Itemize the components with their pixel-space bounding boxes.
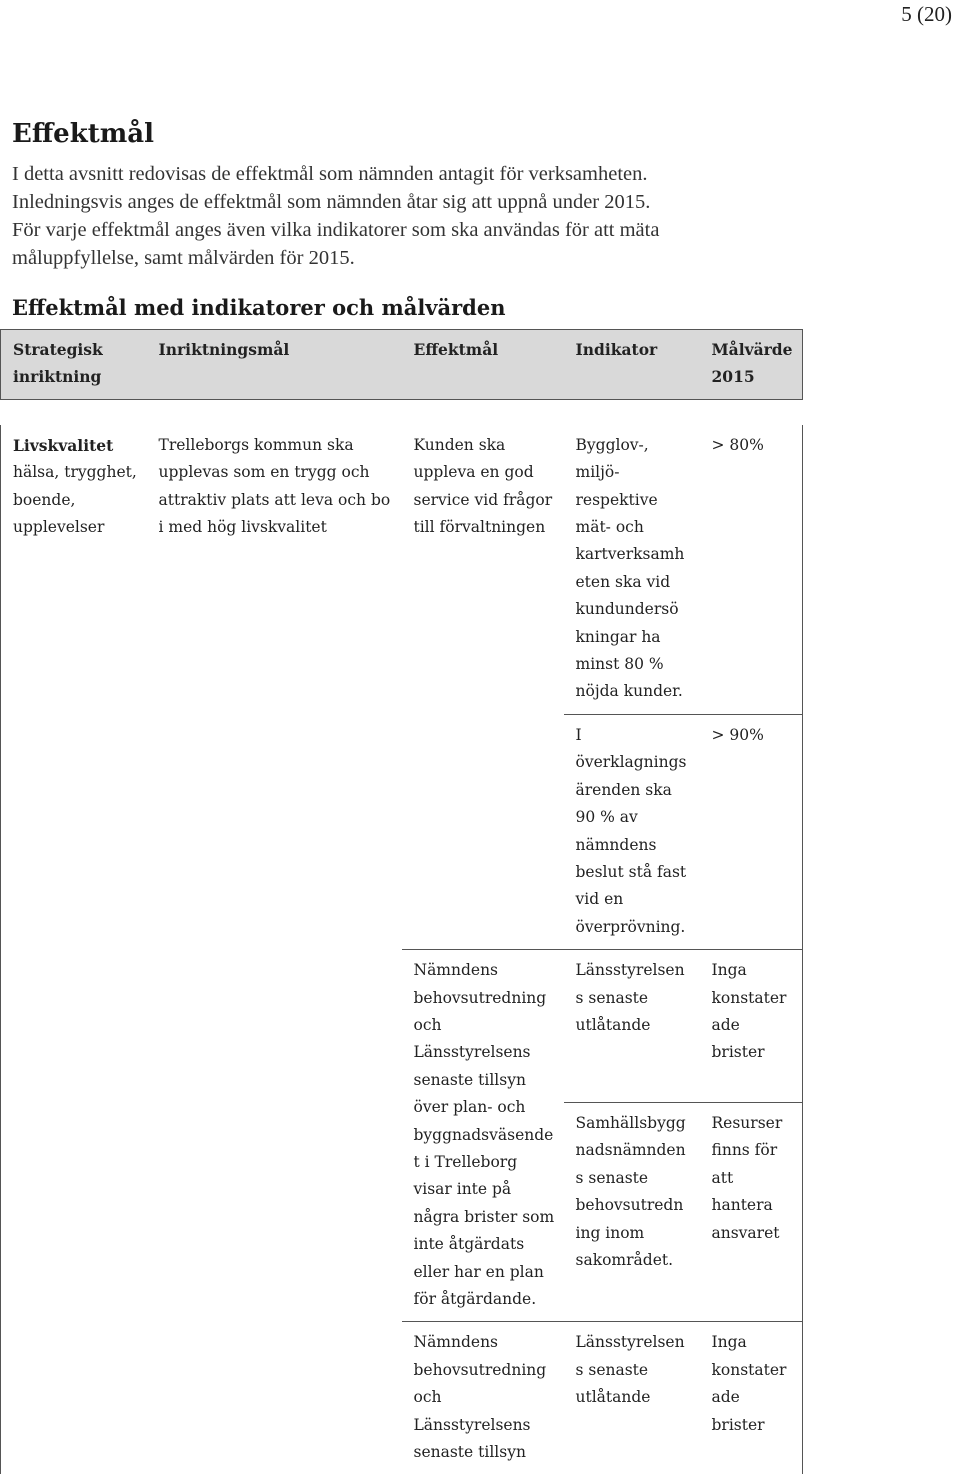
table-header-row <box>1 330 803 400</box>
effect-goal-cell: Kunden ska uppleva en god service vid frågor till förvaltningen <box>402 425 564 950</box>
indicator-cell: Bygglov-, miljö- respektive mät- och kartverksamh eten ska vid kundundersö kningar ha minst 80 % nöjda kunder. <box>564 425 700 715</box>
target-cell: Resurser finns för att hantera ansvaret <box>700 1102 803 1321</box>
page-title: Effektmål <box>12 119 154 149</box>
header-direction: Inriktningsmål <box>147 330 402 400</box>
target-cell: Inga konstater ade brister <box>700 1322 803 1474</box>
strategic-title: Livskvalitet <box>13 435 114 455</box>
indicator-cell: Länsstyrelsen s senaste utlåtande <box>575 1333 685 1407</box>
effect-goal-cell: Nämndens behovsutredning och Länsstyrelsens senaste tillsyn <box>413 1333 547 1462</box>
intro-line: I detta avsnitt redovisas de effektmål som nämnden antagit för verksamheten. <box>12 163 648 185</box>
header-indicator: Indikator <box>564 330 700 400</box>
header-target: Målvärde 2015 <box>700 330 803 400</box>
target-cell: Inga konstater ade brister <box>700 950 803 1103</box>
goals-table <box>0 329 803 1474</box>
intro-line: För varje effektmål anges även vilka indikatorer som ska användas för att mäta <box>12 219 660 241</box>
indicator-cell: I överklagnings ärenden ska 90 % av nämndens beslut stå fast vid en överprövning. <box>564 714 700 949</box>
target-cell: > 80% <box>700 425 803 715</box>
indicator-cell: Samhällsbygg nadsnämnden s senaste behovsutredn ing inom sakområdet. <box>564 1102 700 1321</box>
section-title: Effektmål med indikatorer och målvärden <box>12 295 506 320</box>
table-row <box>1 425 803 715</box>
intro-line: måluppfyllelse, samt målvärden för 2015. <box>12 247 355 269</box>
intro-paragraph <box>12 160 942 272</box>
strategic-cell: Livskvalitet hälsa, trygghet, boende, upplevelser <box>1 425 147 1474</box>
header-strategic: Strategisk inriktning <box>1 330 147 400</box>
target-cell: > 90% <box>700 714 803 949</box>
header-effect: Effektmål <box>402 330 564 400</box>
direction-goal-cell: Trelleborgs kommun ska upplevas som en trygg och attraktiv plats att leva och bo i med hög livskvalitet <box>158 435 391 537</box>
intro-line: Inledningsvis anges de effektmål som nämnden åtar sig att uppnå under 2015. <box>12 191 651 213</box>
indicator-cell: Länsstyrelsen s senaste utlåtande <box>564 950 700 1103</box>
page-number: 5 (20) <box>901 2 952 26</box>
effect-goal-cell: Nämndens behovsutredning och Länsstyrelsens senaste tillsyn över plan- och byggnadsväsende t i Trelleborg visar inte på några brister som inte åtgärdats eller har en plan för åtgärdande. <box>402 950 564 1322</box>
